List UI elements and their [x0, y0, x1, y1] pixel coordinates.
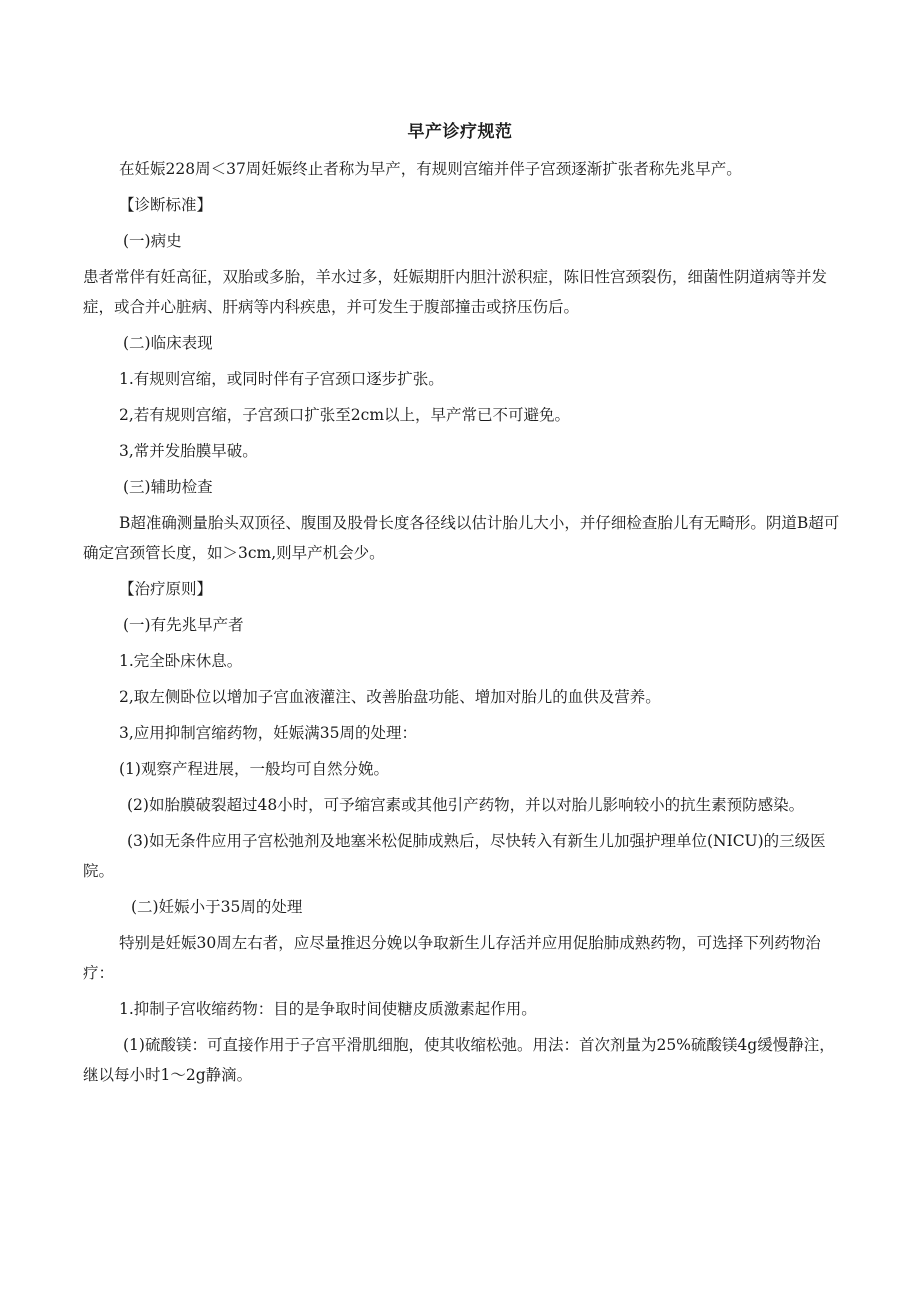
subheading-auxiliary: (三)辅助检查: [123, 478, 213, 496]
intro-paragraph: 在妊娠228周＜37周妊娠终止者称为早产，有规则宫缩并伴子宫颈逐渐扩张者称先兆早产。: [119, 160, 742, 178]
clinical-item-1: 1.有规则宫缩，或同时伴有子宫颈口逐步扩张。: [119, 370, 444, 388]
treatment-item-1: 1.完全卧床休息。: [119, 652, 243, 670]
subheading-threatened: (一)有先兆早产者: [123, 616, 244, 634]
section-heading-diagnosis: 【诊断标准】: [119, 196, 213, 214]
history-paragraph: 患者常伴有妊高征，双胎或多胎，羊水过多，妊娠期肝内胆汁淤积症，陈旧性宫颈裂伤，细菌性阴道病等并发症，或合并心脏病、肝病等内科疾患，并可发生于腹部撞击或挤压伤后。: [83, 268, 828, 316]
clinical-item-2: 2,若有规则宫缩，子宫颈口扩张至2cm以上，早产常已不可避免。: [119, 406, 571, 424]
section-heading-treatment: 【治疗原则】: [119, 580, 213, 598]
under-35-paragraph: 特别是妊娠30周左右者，应尽量推迟分娩以争取新生儿存活并应用促胎肺成熟药物，可选择下列药物治疗：: [83, 934, 821, 982]
treatment-subitem-3: (3)如无条件应用子宫松弛剂及地塞米松促肺成熟后，尽快转入有新生儿加强护理单位(NICU)的三级医院。: [83, 832, 826, 880]
page-title: 早产诊疗规范: [407, 122, 513, 142]
drug-item-1: 1.抑制子宫收缩药物：目的是争取时间使糖皮质激素起作用。: [119, 1000, 537, 1018]
auxiliary-paragraph: B超准确测量胎头双顶径、腹围及股骨长度各径线以估计胎儿大小，并仔细检查胎儿有无畸形。阴道B超可确定宫颈管长度，如＞3cm,则早产机会少。: [83, 514, 840, 562]
treatment-subitem-2: (2)如胎膜破裂超过48小时，可予缩宫素或其他引产药物，并以对胎儿影响较小的抗生素预防感染。: [127, 796, 805, 814]
clinical-item-3: 3,常并发胎膜早破。: [119, 442, 258, 460]
subheading-under-35-weeks: (二)妊娠小于35周的处理: [131, 898, 303, 916]
treatment-item-3: 3,应用抑制宫缩药物，妊娠满35周的处理：: [119, 724, 418, 742]
subheading-history: (一)病史: [123, 232, 182, 250]
treatment-item-2: 2,取左侧卧位以增加子宫血液灌注、改善胎盘功能、增加对胎儿的血供及营养。: [119, 688, 661, 706]
treatment-subitem-1: (1)观察产程进展，一般均可自然分娩。: [119, 760, 389, 778]
document-body: [83, 154, 843, 1096]
subheading-clinical: (二)临床表现: [123, 334, 213, 352]
drug-subitem-magnesium: (1)硫酸镁：可直接作用于子宫平滑肌细胞，使其收缩松弛。用法：首次剂量为25%硫酸镁4g缓慢静注，继以每小时1～2g静滴。: [83, 1036, 835, 1084]
